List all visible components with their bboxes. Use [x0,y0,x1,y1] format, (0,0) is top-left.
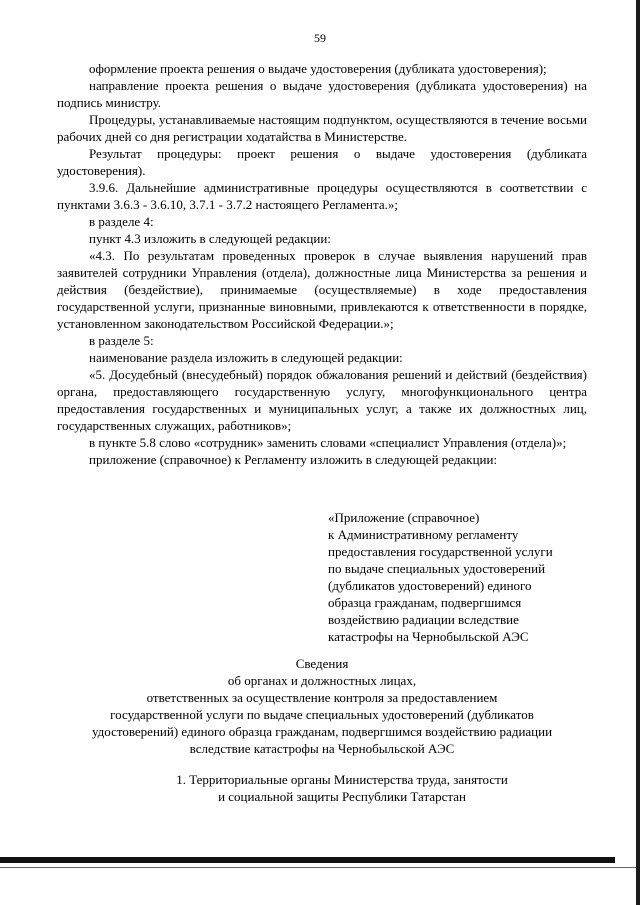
paragraph: «5. Досудебный (внесудебный) порядок обжалования решений и действий (бездействия) органа, предоставляющего государственную услугу, многофункционального центра предоставления государственных и муниципальных услуг, а также их должностных лиц, государственных служащих, работников»; [57,367,587,433]
scan-border-bottom-thin [0,867,640,868]
info-heading [57,655,587,757]
paragraph: пункт 4.3 изложить в следующей редакции: [89,231,331,246]
paragraph: приложение (справочное) к Регламенту изложить в следующей редакции: [89,452,498,467]
paragraph: Процедуры, устанавливаемые настоящим подпунктом, осуществляются в течение восьми рабочих дней со дня регистрации ходатайства в Министерстве. [57,112,587,144]
appendix-line: образца гражданам, подвергшимся [328,595,522,610]
section-heading [77,771,607,805]
section-line: 1. Территориальные органы Министерства труда, занятости [176,772,508,787]
scan-border-bottom [0,857,615,863]
scan-border-right [636,0,640,905]
appendix-line: к Административному регламенту [328,527,519,542]
heading-line: государственной услуги по выдаче специальных удостоверений (дубликатов [110,707,534,722]
paragraph: 3.9.6. Дальнейшие административные процедуры осуществляются в соответствии с пунктами 3.6.3 - 3.6.10, 3.7.1 - 3.7.2 настоящего Регламента.»; [57,180,587,212]
paragraph: оформление проекта решения о выдаче удостоверения (дубликата удостоверения); [89,61,547,76]
heading-line: ответственных за осуществление контроля за предоставлением [146,690,498,705]
appendix-line: по выдаче специальных удостоверений [328,561,546,576]
appendix-line: предоставления государственной услуги [328,544,553,559]
heading-line: удостоверений) единого образца гражданам, подвергшимся воздействию радиации [91,724,553,739]
paragraph: в разделе 4: [89,214,154,229]
heading-line: вследствие катастрофы на Чернобыльской АЭС [189,741,455,756]
heading-title: Сведения [295,656,349,671]
appendix-line: катастрофы на Чернобыльской АЭС [328,629,529,644]
appendix-line: воздействию радиации вследствие [328,612,519,627]
section-line: и социальной защиты Республики Татарстан [218,789,466,804]
heading-line: об органах и должностных лицах, [227,673,417,688]
page-number: 59 [314,31,326,45]
paragraph: направление проекта решения о выдаче удостоверения (дубликата удостоверения) на подпись министру. [57,78,587,110]
paragraph: «4.3. По результатам проведенных проверок в случае выявления нарушений прав заявителей сотрудники Управления (отдела), должностные лица Министерства за решения и действия (бездействие), принимаемые (осуществляемые) в ходе предоставления государственной услуги, признанные виновными, привлекаются к ответственности в порядке, установленном законодательством Российской Федерации.»; [57,248,587,331]
paragraph: в разделе 5: [89,333,154,348]
appendix-line: (дубликатов удостоверений) единого [328,578,532,593]
paragraph: наименование раздела изложить в следующей редакции: [89,350,403,365]
paragraph: Результат процедуры: проект решения о выдаче удостоверения (дубликата удостоверения). [57,146,587,178]
paragraph: в пункте 5.8 слово «сотрудник» заменить словами «специалист Управления (отдела)»; [89,435,567,450]
document-body [57,60,587,468]
appendix-line: «Приложение (справочное) [328,510,480,525]
appendix-header [328,509,598,645]
